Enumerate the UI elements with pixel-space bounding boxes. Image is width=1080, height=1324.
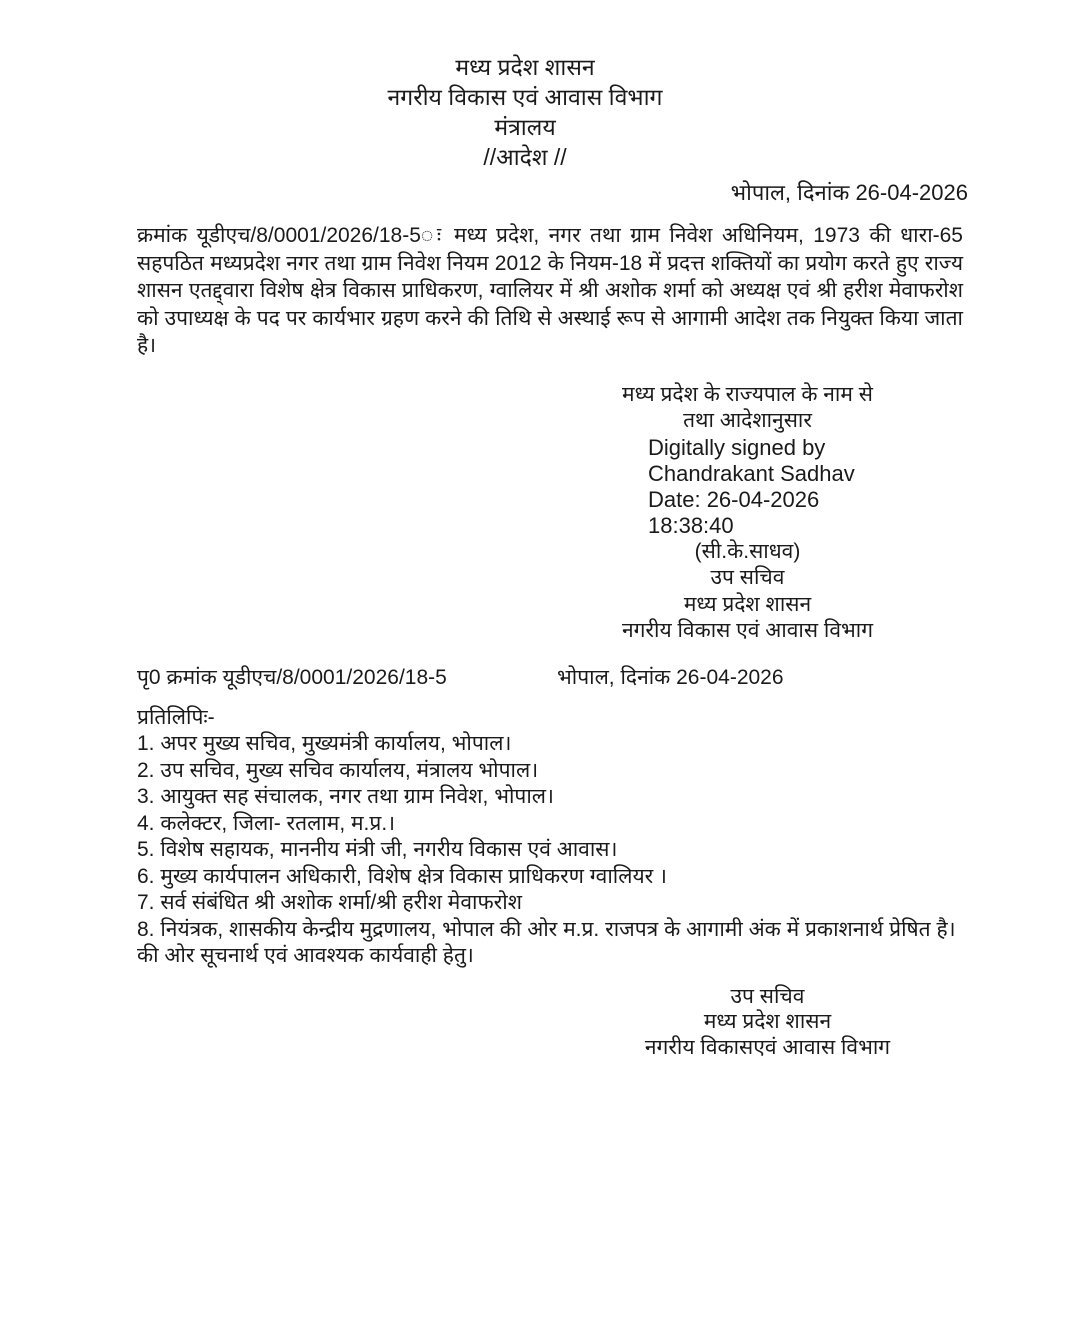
- digital-signature-stamp: [648, 435, 915, 539]
- copy-to-item-4: 4. कलेक्टर, जिला- रतलाम, म.प्र.।: [137, 811, 396, 835]
- copy-to-item-8: 8. नियंत्रक, शासकीय केन्द्रीय मुद्रणालय, भोपाल की ओर म.प्र. राजपत्र के आगामी अंक में प्रकाशनार्थ प्रेषित है।: [137, 917, 956, 941]
- endorsement-line: [0, 663, 1080, 691]
- copy-to-item-6: 6. मुख्य कार्यपालन अधिकारी, विशेष क्षेत्र विकास प्राधिकरण ग्वालियर ।: [137, 864, 668, 888]
- copy-to-heading: प्रतिलिपिः-: [137, 705, 215, 729]
- digital-signature-line-2: Chandrakant Sadhav: [648, 460, 855, 486]
- header-department-name: नगरीय विकास एवं आवास विभाग: [387, 84, 663, 110]
- signature-by-order: तथा आदेशानुसार: [683, 409, 812, 432]
- copy-to-item-1: 1. अपर मुख्य सचिव, मुख्यमंत्री कार्यालय, भोपाल।: [137, 732, 512, 755]
- signature-on-behalf: मध्य प्रदेश के राज्यपाल के नाम से: [622, 382, 873, 406]
- order-body-paragraph: क्रमांक यूडीएच/8/0001/2026/18-5◌ः मध्य प्रदेश, नगर तथा ग्राम निवेश अधिनियम, 1973 की धारा-65 सहपठित मध्यप्रदेश नगर तथा ग्राम निवेश नियम 2012 के नियम-18 में प्रदत्त शक्तियों का प्रयोग करते हुए राज्य शासन एतद्द्वारा विशेष क्षेत्र विकास प्राधिकरण, ग्वालियर में श्री अशोक शर्मा को अध्यक्ष एवं श्री हरीश मेवाफरोश को उपाध्यक्ष के पद पर कार्यभार ग्रहण करने की तिथि से अस्थाई रूप से आगामी आदेश तक नियुक्त किया जाता है।: [137, 224, 963, 357]
- copy-to-item-5: 5. विशेष सहायक, माननीय मंत्री जी, नगरीय विकास एवं आवास।: [137, 838, 618, 861]
- place-date-line: भोपाल, दिनांक 26-04-2026: [730, 180, 968, 205]
- signatory-department: नगरीय विकास एवं आवास विभाग: [621, 619, 874, 642]
- digital-signature-line-3: Date: 26-04-2026: [648, 486, 820, 512]
- footer-designation: उप सचिव: [730, 984, 805, 1008]
- copy-to-closing: की ओर सूचनार्थ एवं आवश्यक कार्यवाही हेतु।: [137, 944, 474, 967]
- header-order-title: //आदेश //: [483, 144, 567, 170]
- signatory-designation: उप सचिव: [710, 566, 785, 589]
- footer-signature-block: [615, 984, 920, 1061]
- copy-to-item-3: 3. आयुक्त सह संचालक, नगर तथा ग्राम निवेश, भोपाल।: [137, 785, 554, 808]
- footer-department: नगरीय विकासएवं आवास विभाग: [644, 1035, 891, 1059]
- signature-block: [580, 382, 915, 645]
- digital-signature-line-4: 18:38:40: [648, 512, 734, 538]
- header-ministry: मंत्रालय: [494, 114, 556, 140]
- copy-to-item-2: 2. उप सचिव, मुख्य सचिव कार्यालय, मंत्रालय भोपाल।: [137, 758, 539, 782]
- copy-to-section: [137, 705, 969, 970]
- signatory-name: (सी.के.साधव): [694, 539, 801, 563]
- endorsement-number: पृ0 क्रमांक यूडीएच/8/0001/2026/18-5: [137, 665, 447, 689]
- signatory-government: मध्य प्रदेश शासन: [683, 592, 812, 616]
- footer-government: मध्य प्रदेश शासन: [703, 1010, 832, 1033]
- digital-signature-line-1: Digitally signed by: [648, 434, 826, 460]
- document-header: [0, 0, 1050, 172]
- header-government-name: मध्य प्रदेश शासन: [455, 54, 595, 80]
- endorsement-place-date: भोपाल, दिनांक 26-04-2026: [557, 665, 784, 689]
- copy-to-item-7: 7. सर्व संबंधित श्री अशोक शर्मा/श्री हरीश मेवाफरोश: [137, 891, 522, 914]
